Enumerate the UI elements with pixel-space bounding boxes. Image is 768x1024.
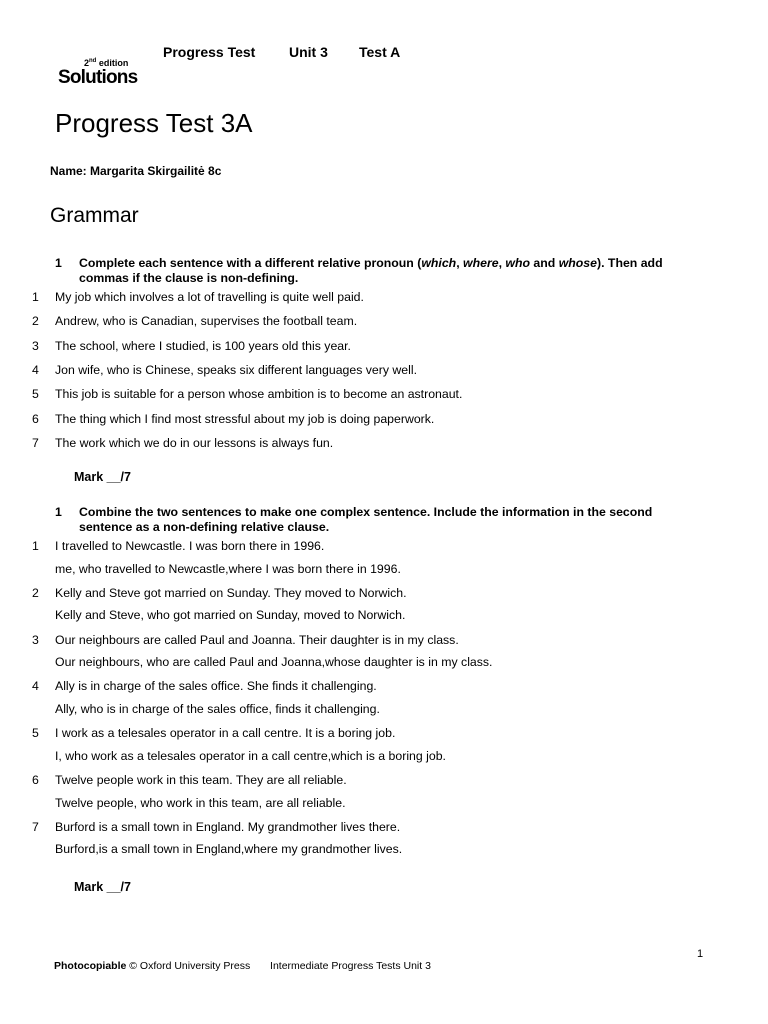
sentence-item-text: Andrew, who is Canadian, supervises the football team. [55, 314, 358, 329]
answer-item-text: Ally, who is in charge of the sales office, finds it challenging. [55, 701, 380, 716]
answer-item-text: Burford,is a small town in England,where my grandmother lives. [55, 842, 403, 857]
item-number: 5 [32, 726, 39, 741]
solutions-logo [58, 58, 148, 92]
page-footer [54, 960, 431, 972]
item-number: 7 [32, 435, 39, 450]
sentence-item-text: This job is suitable for a person whose ambition is to become an astronaut. [55, 387, 463, 402]
answer-item-text: Kelly and Steve, who got married on Sunday, moved to Norwich. [55, 608, 406, 623]
sentence-item-text: My job which involves a lot of travelling is quite well paid. [55, 290, 364, 304]
question-item-text: I work as a telesales operator in a call centre. It is a boring job. [55, 726, 396, 741]
page-number: 1 [697, 948, 704, 960]
item-number: 2 [32, 585, 39, 600]
question-item-text: I travelled to Newcastle. I was born there in 1996. [55, 539, 325, 553]
logo-edition: 2nd edition [84, 58, 129, 68]
section-heading: Grammar [50, 204, 139, 227]
sentence-item-text: The school, where I studied, is 100 years old this year. [55, 338, 351, 353]
logo-name: Solutions [58, 67, 138, 88]
footer-series: Intermediate Progress Tests Unit 3 [270, 960, 431, 972]
item-number: 2 [32, 314, 39, 329]
item-number: 1 [32, 539, 39, 553]
header-test: Progress Test [163, 44, 256, 60]
exercise1-instruction: 1 Complete each sentence with a different relative pronoun (which, where, who and whose). Then add commas if the clause is non-defining. [55, 256, 663, 285]
exercise2-instruction: 1 Combine the two sentences to make one complex sentence. Include the information in the second sentence as a non-defining relative clause. [55, 505, 653, 534]
question-item-text: Kelly and Steve got married on Sunday. They moved to Norwich. [55, 585, 407, 600]
item-number: 6 [32, 773, 39, 787]
question-item-text: Twelve people work in this team. They are all reliable. [55, 773, 347, 787]
answer-item-text: me, who travelled to Newcastle,where I was born there in 1996. [55, 561, 401, 576]
page-header [163, 44, 400, 60]
item-number: 3 [32, 338, 39, 353]
header-version: Test A [359, 44, 401, 60]
footer-copyright: © Oxford University Press [129, 960, 251, 972]
exercise1-mark: Mark __/7 [74, 470, 131, 484]
question-item-text: Our neighbours are called Paul and Joanna. Their daughter is in my class. [55, 632, 459, 647]
sentence-item-text: The work which we do in our lessons is always fun. [55, 435, 334, 450]
item-number: 1 [32, 290, 39, 304]
footer-photocopiable: Photocopiable [54, 960, 127, 972]
page-title: Progress Test 3A [55, 108, 253, 138]
item-number: 6 [32, 411, 39, 426]
item-number: 5 [32, 387, 39, 402]
item-number: 4 [32, 679, 39, 694]
student-name: Name: Margarita Skirgailitė 8c [50, 164, 222, 178]
sentence-item-text: The thing which I find most stressful about my job is doing paperwork. [55, 411, 435, 426]
item-number: 3 [32, 632, 39, 647]
sentence-item-text: Jon wife, who is Chinese, speaks six different languages very well. [55, 362, 418, 377]
answer-item-text: Twelve people, who work in this team, are all reliable. [55, 795, 346, 810]
exercise2-mark: Mark __/7 [74, 880, 131, 894]
question-item-text: Ally is in charge of the sales office. She finds it challenging. [55, 679, 377, 694]
item-number: 7 [32, 819, 39, 834]
header-unit: Unit 3 [289, 44, 328, 60]
question-item-text: Burford is a small town in England. My grandmother lives there. [55, 819, 401, 834]
item-number: 4 [32, 362, 39, 377]
answer-item-text: I, who work as a telesales operator in a call centre,which is a boring job. [55, 748, 446, 763]
answer-item-text: Our neighbours, who are called Paul and Joanna,whose daughter is in my class. [55, 655, 493, 670]
